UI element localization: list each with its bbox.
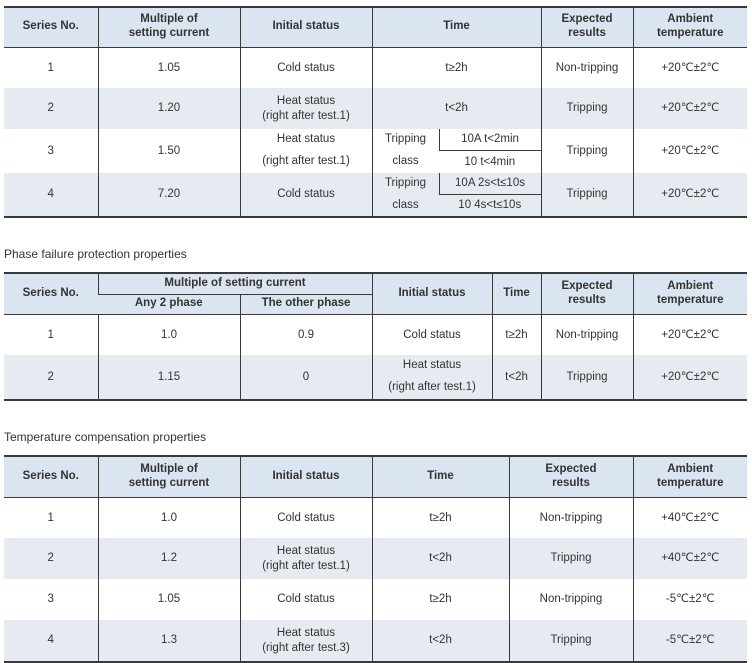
header-multiple: Multiple of setting current — [98, 273, 372, 294]
expected-result: Tripping — [509, 620, 633, 662]
table-row — [4, 173, 747, 195]
ambient-temperature: +40℃±2℃ — [633, 497, 747, 538]
initial-status: Cold status — [240, 173, 372, 218]
multiple-value: 1.0 — [98, 497, 240, 538]
table-row — [4, 129, 747, 150]
other-phase-value: 0.9 — [240, 314, 372, 355]
table-row — [4, 88, 747, 129]
header-ambient-temperature: Ambient temperature — [633, 7, 747, 47]
overload-properties-table — [4, 6, 747, 218]
multiple-value: 1.20 — [98, 88, 240, 129]
header-initial-status: Initial status — [372, 273, 492, 314]
multiple-value: 1.3 — [98, 620, 240, 662]
initial-status: Heat status (right after test.1) — [240, 129, 372, 173]
series-no: 1 — [47, 511, 54, 524]
time-line: 10 t<4min — [464, 155, 516, 168]
multiple-value: 7.20 — [98, 173, 240, 218]
header-time: Time — [372, 456, 509, 497]
time-value: t≥2h — [372, 497, 509, 538]
initial-status: Cold status — [240, 47, 372, 88]
any-2-phase-value: 1.15 — [98, 355, 240, 400]
series-no: 3 — [47, 593, 54, 606]
expected-result: Non-tripping — [509, 579, 633, 620]
time-value: t≥2h — [372, 47, 541, 88]
series-no: 2 — [4, 88, 98, 129]
time-value: t<2h — [372, 620, 509, 662]
time-value: t≥2h — [372, 579, 509, 620]
table-row — [4, 355, 747, 400]
header-multiple: Multiple of setting current — [98, 456, 240, 497]
table-row — [4, 538, 747, 579]
table-row — [4, 497, 747, 538]
ambient-temperature: +40℃±2℃ — [633, 538, 747, 579]
initial-status: Heat status (right after test.3) — [240, 620, 372, 662]
header-other-phase: The other phase — [240, 294, 372, 314]
multiple-value: 1.05 — [98, 579, 240, 620]
time-line: 10A 2s<t≤10s — [439, 173, 541, 195]
ambient-temperature: -5℃±2℃ — [633, 579, 747, 620]
header-initial-status: Initial status — [240, 456, 372, 497]
time-line: 10 4s<t≤10s — [439, 194, 541, 217]
header-expected-results: Expected results — [541, 7, 633, 47]
ambient-temperature: -5℃±2℃ — [633, 620, 747, 662]
time-value: t<2h — [372, 88, 541, 129]
initial-status: Heat status (right after test.1) — [240, 88, 372, 129]
header-series-no: Series No. — [4, 456, 98, 497]
series-no: 4 — [4, 620, 98, 662]
ambient-temperature: +20℃±2℃ — [633, 129, 747, 173]
temperature-compensation-table — [4, 455, 747, 663]
table-row — [4, 47, 747, 88]
initial-status: Cold status — [240, 497, 372, 538]
table-row — [4, 579, 747, 620]
time-value: t≥2h — [492, 314, 541, 355]
expected-result: Non-tripping — [541, 314, 633, 355]
header-expected-results: Expected results — [509, 456, 633, 497]
table-row — [4, 314, 747, 355]
series-no: 4 — [4, 173, 98, 218]
initial-status: Heat status (right after test.1) — [240, 538, 372, 579]
header-initial-status: Initial status — [240, 7, 372, 47]
header-multiple: Multiple of setting current — [98, 7, 240, 47]
header-series-no: Series No. — [4, 273, 98, 314]
tripping-class-label: Tripping class — [372, 129, 439, 173]
initial-status: Heat status (right after test.1) — [372, 355, 492, 400]
expected-result: Tripping — [509, 538, 633, 579]
header-time: Time — [372, 7, 541, 47]
expected-result: Non-tripping — [509, 497, 633, 538]
series-no: 2 — [4, 355, 98, 400]
initial-status: Cold status — [240, 579, 372, 620]
initial-status: Cold status — [372, 314, 492, 355]
time-line: 10A t<2min — [439, 129, 541, 150]
header-ambient-temperature: Ambient temperature — [633, 273, 747, 314]
expected-result: Tripping — [541, 355, 633, 400]
phase-failure-title: Phase failure protection properties — [4, 247, 187, 261]
any-2-phase-value: 1.0 — [98, 314, 240, 355]
multiple-value: 1.05 — [98, 47, 240, 88]
temperature-compensation-title: Temperature compensation properties — [4, 430, 207, 444]
expected-result: Tripping — [541, 129, 633, 173]
ambient-temperature: +20℃±2℃ — [633, 88, 747, 129]
time-value: t<2h — [492, 355, 541, 400]
header-time: Time — [492, 273, 541, 314]
expected-result: Tripping — [541, 88, 633, 129]
series-no: 2 — [4, 538, 98, 579]
ambient-temperature: +20℃±2℃ — [633, 355, 747, 400]
header-any-2-phase: Any 2 phase — [98, 294, 240, 314]
header-series-no: Series No. — [4, 7, 98, 47]
header-expected-results: Expected results — [541, 273, 633, 314]
ambient-temperature: +20℃±2℃ — [633, 47, 747, 88]
header-ambient-temperature: Ambient temperature — [633, 456, 747, 497]
series-no: 3 — [47, 144, 54, 157]
multiple-value: 1.50 — [98, 129, 240, 173]
series-no: 1 — [47, 61, 54, 74]
expected-result: Tripping — [541, 173, 633, 218]
other-phase-value: 0 — [240, 355, 372, 400]
time-value: t<2h — [372, 538, 509, 579]
phase-failure-table — [4, 272, 747, 401]
series-no: 1 — [47, 328, 54, 341]
tripping-class-label: Tripping class — [372, 173, 439, 218]
ambient-temperature: +20℃±2℃ — [633, 173, 747, 218]
expected-result: Non-tripping — [541, 47, 633, 88]
ambient-temperature: +20℃±2℃ — [633, 314, 747, 355]
table-row — [4, 620, 747, 662]
multiple-value: 1.2 — [98, 538, 240, 579]
